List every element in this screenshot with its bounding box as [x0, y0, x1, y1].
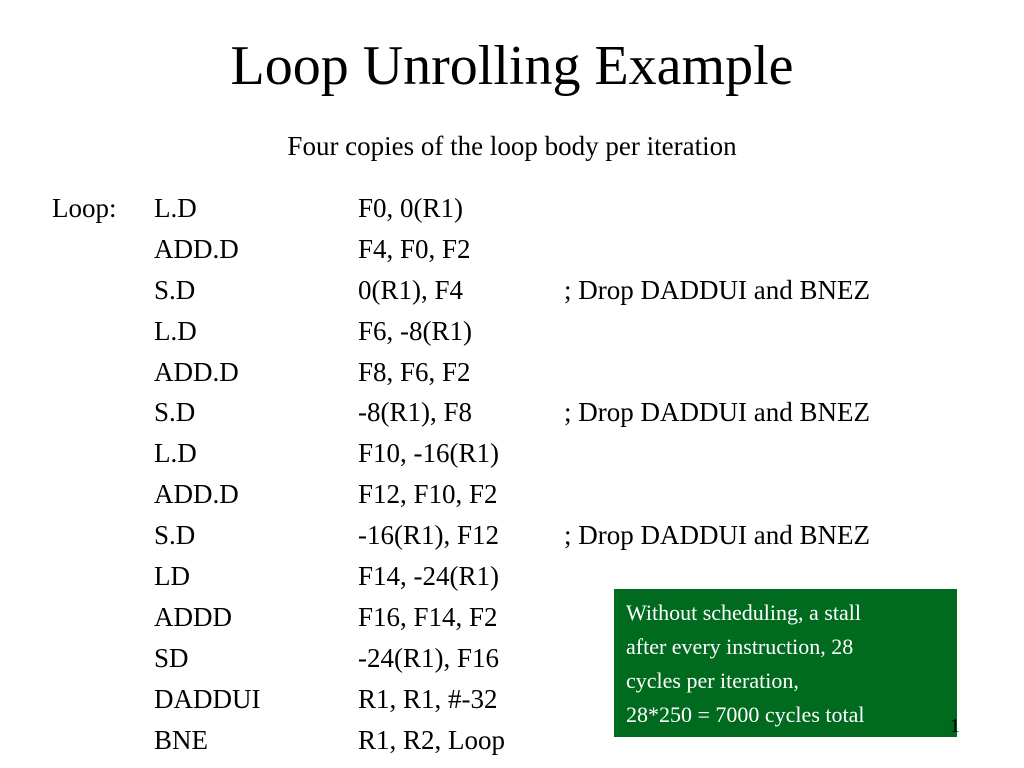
code-comment: ; Drop DADDUI and BNEZ: [564, 520, 870, 551]
code-opcode: DADDUI: [154, 683, 261, 714]
note-line: Without scheduling, a stall: [626, 600, 861, 625]
code-operands: F10, -16(R1): [358, 438, 499, 469]
code-label: Loop:: [52, 193, 117, 223]
code-opcode: BNE: [154, 724, 208, 755]
code-operands: -24(R1), F16: [358, 642, 499, 673]
code-opcode: SD: [154, 642, 189, 673]
code-operands: F12, F10, F2: [358, 479, 498, 510]
code-row: [0, 433, 1024, 474]
code-opcode: S.D: [154, 274, 196, 305]
code-opcode: ADDD: [154, 601, 232, 632]
code-opcode: L.D: [154, 438, 197, 469]
code-opcode: L.D: [154, 193, 197, 223]
code-operands: F16, F14, F2: [358, 601, 498, 632]
code-operands: -8(R1), F8: [358, 397, 472, 428]
code-operands: F0, 0(R1): [358, 193, 464, 223]
code-operands: R1, R1, #-32: [358, 683, 498, 714]
code-comment: ; Drop DADDUI and BNEZ: [564, 397, 870, 428]
slide-title: Loop Unrolling Example: [230, 35, 794, 97]
code-opcode: LD: [154, 561, 190, 592]
code-comment: ; Drop DADDUI and BNEZ: [564, 274, 870, 305]
code-opcode: ADD.D: [154, 233, 239, 264]
code-operands: F8, F6, F2: [358, 356, 471, 387]
code-row: [0, 392, 1024, 433]
code-operands: F6, -8(R1): [358, 315, 472, 346]
code-opcode: L.D: [154, 315, 197, 346]
code-opcode: ADD.D: [154, 479, 239, 510]
code-row: [0, 311, 1024, 352]
code-opcode: S.D: [154, 397, 196, 428]
note-line: 28*250 = 7000 cycles total: [626, 702, 865, 727]
code-row: [0, 229, 1024, 270]
slide-number: 1: [950, 715, 960, 737]
slide-subtitle: Four copies of the loop body per iteration: [287, 131, 737, 161]
code-operands: F4, F0, F2: [358, 233, 471, 264]
code-opcode: ADD.D: [154, 356, 239, 387]
note-box: [614, 589, 957, 737]
code-operands: 0(R1), F4: [358, 274, 464, 305]
note-line: after every instruction, 28: [626, 634, 854, 659]
code-row: [0, 515, 1024, 556]
code-row: [0, 352, 1024, 393]
code-opcode: S.D: [154, 520, 196, 551]
code-operands: -16(R1), F12: [358, 520, 499, 551]
code-row: [0, 188, 1024, 229]
note-line: cycles per iteration,: [626, 668, 799, 693]
code-operands: F14, -24(R1): [358, 561, 499, 592]
code-row: [0, 474, 1024, 515]
code-row: [0, 270, 1024, 311]
code-operands: R1, R2, Loop: [358, 724, 506, 755]
